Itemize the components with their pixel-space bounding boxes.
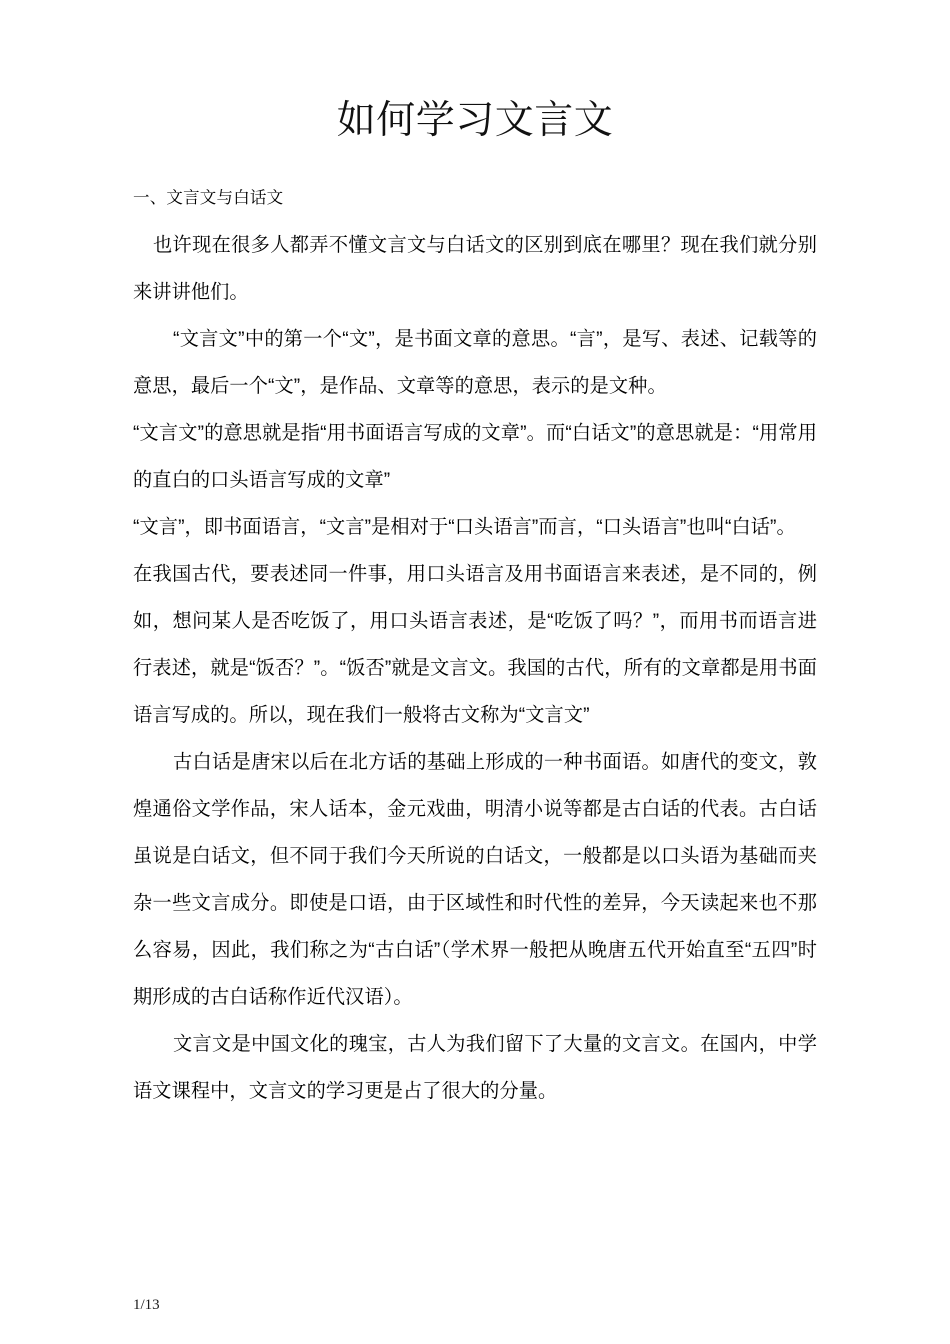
paragraph-6: 古白话是唐宋以后在北方话的基础上形成的一种书面语。如唐代的变文，敦煌通俗文学作品，宋人话本，金元戏曲，明清小说等都是古白话的代表。古白话虽说是白话文，但不同于我们今天所说的白话文，一般都是以口头语为基础而夹杂一些文言成分。即使是口语，由于区域性和时代性的差异，今天读起来也不那么容易，因此，我们称之为“古白话”（学术界一般把从晚唐五代开始直至“五四”时期形成的古白话称作近代汉语）。 [133, 752, 817, 1008]
section-heading: 一、文言文与白话文 [133, 189, 284, 207]
document-content [133, 0, 817, 1115]
paragraph-2: “文言文”中的第一个“文”，是书面文章的意思。“言”，是写、表述、记载等的意思，最后一个“文”，是作品、文章等的意思，表示的是文种。 [133, 329, 817, 397]
page-title: 如何学习文言文 [336, 99, 614, 142]
paragraph-1: 也许现在很多人都弄不懂文言文与白话文的区别到底在哪里？现在我们就分别来讲讲他们。 [133, 235, 817, 303]
page-number-footer: 1/13 [133, 1297, 160, 1313]
paragraph-3: “文言文”的意思就是指“用书面语言写成的文章”。而“白话文”的意思就是：“用常用的直白的口头语言写成的文章” [133, 423, 817, 491]
paragraph-7: 文言文是中国文化的瑰宝，古人为我们留下了大量的文言文。在国内，中学语文课程中，文言文的学习更是占了很大的分量。 [133, 1034, 817, 1102]
paragraph-4: “文言”，即书面语言，“文言”是相对于“口头语言”而言，“口头语言”也叫“白话”。 [133, 517, 796, 538]
paragraph-5: 在我国古代，要表述同一件事，用口头语言及用书面语言来表述，是不同的，例如，想问某人是否吃饭了，用口头语言表述，是“吃饭了吗？”，而用书而语言进行表述，就是“饭否？”。“饭否”就是文言文。我国的古代，所有的文章都是用书面语言写成的。所以，现在我们一般将古文称为“文言文” [133, 564, 817, 726]
